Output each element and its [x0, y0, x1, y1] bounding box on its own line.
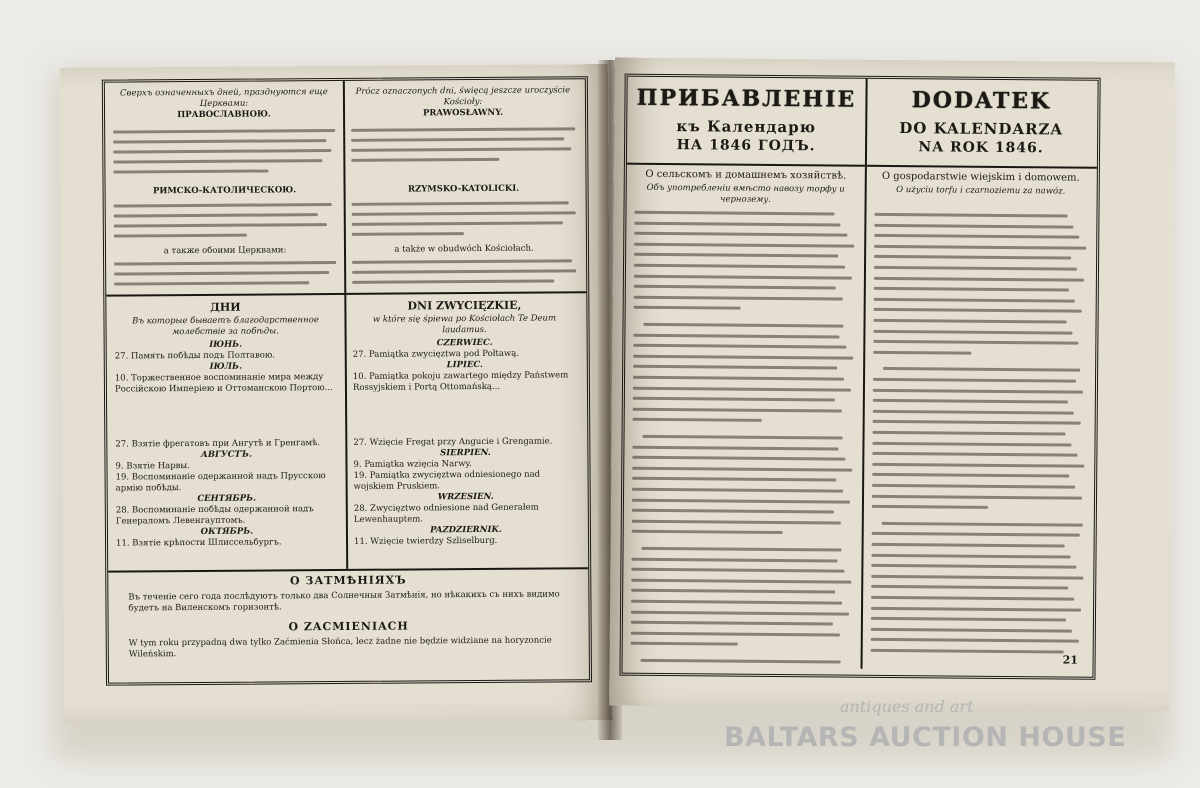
text-line [632, 467, 852, 472]
feast-pl-orthodox-heading: PRAWOSŁAWNY. [422, 107, 504, 119]
text-line [873, 410, 1074, 415]
text-line [633, 333, 839, 338]
text-line [871, 564, 1076, 569]
victory-cyr-entry-7: 11. Взятіе крѣпости Шлиссельбургъ. [116, 537, 282, 549]
left-page [60, 64, 613, 724]
text-line [634, 221, 840, 226]
victory-cyr-title: ДНИ [210, 300, 241, 314]
text-line [874, 255, 1071, 260]
text-line [873, 431, 1066, 436]
text-line [631, 557, 837, 562]
victory-pl-title: DNI ZWYCIĘZKIE, [407, 298, 522, 313]
text-line [631, 600, 842, 605]
right-page-frame [619, 74, 1100, 680]
feast-cyr-intro: Сверхъ означенныхъ дней, празднуются еще Церквами: [119, 87, 328, 109]
text-line [633, 344, 846, 349]
banner-pl: DODATEK [911, 87, 1052, 115]
text-line [643, 323, 843, 328]
text-line [642, 547, 842, 552]
text-line [871, 649, 1064, 654]
victory-cyr-entry-6: 28. Воспоминаніе побѣды одержанной надъ Генераломъ Левенгауптомъ. [115, 504, 314, 527]
text-line [874, 298, 1075, 303]
text-line [872, 505, 988, 509]
text-line [874, 287, 1069, 292]
text-line [632, 477, 836, 482]
text-line [632, 509, 834, 514]
text-line [872, 441, 1071, 446]
text-line [872, 494, 1082, 499]
feast-cyr-both-text [114, 261, 336, 263]
text-line [871, 628, 1072, 633]
text-line [634, 274, 852, 279]
text-line [631, 610, 849, 615]
victory-pl-entry-2: 10. Pamiątka pokoju zawartego między Państwem Rossyjskiem i Portą Ottomańską... [352, 370, 569, 393]
subsection-pl: O użyciu torfu i czarnoziemu za nawóz. [896, 185, 1066, 197]
banner-cyr: ПРИБАВЛЕНІЕ [636, 84, 857, 113]
text-line [633, 365, 837, 370]
text-line [871, 606, 1081, 611]
victory-pl-entry-4: 9. Pamiątka wzięcia Narwy. [353, 459, 472, 470]
text-line [871, 596, 1074, 601]
text-line [634, 253, 838, 258]
body-cyr [635, 211, 857, 213]
text-line [874, 234, 1079, 239]
feast-cyr-catholic-text [114, 203, 336, 205]
text-line [871, 638, 1079, 643]
text-line [634, 296, 843, 301]
watermark-script: antiques and art [840, 697, 974, 716]
victory-pl-month-3: SIERPIEN. [440, 447, 491, 459]
victory-cyr-list [115, 339, 338, 550]
body-pl [874, 213, 1088, 215]
eclipse-pl-text: W tym roku przypadną dwa tylko Zaćmienia Słońca, lecz żadne nie będzie widziane na horyzoncie Wileńskim. [128, 635, 552, 660]
victory-cyr-month-3: АВГУСТЪ. [200, 449, 252, 460]
watermark-brand: BALTARS AUCTION HOUSE [724, 722, 1127, 753]
title-pl-line1: DO KALENDARZA [899, 119, 1064, 139]
text-line [872, 452, 1077, 457]
text-line [632, 445, 838, 450]
text-line [871, 585, 1068, 590]
text-line [873, 351, 971, 355]
text-line [872, 463, 1084, 468]
text-line [633, 408, 842, 413]
victory-cyr-subtitle: Въ которые бываетъ благодарственное молебствіе за побѣды. [132, 315, 319, 338]
text-line [643, 435, 843, 440]
text-line [874, 276, 1084, 281]
victory-pl-entry-5: 19. Pamiątka zwycięztwa odniesionego nad wojskiem Pruskiem. [353, 469, 541, 492]
text-line [632, 520, 841, 525]
text-line [632, 456, 845, 461]
victory-pl-month-5: PAZDZIERNIK. [430, 524, 502, 536]
victory-pl-entry-7: 11. Wzięcie twierdzy Szliselburg. [353, 535, 498, 547]
feast-cyr-orthodox-heading: ПРАВОСЛАВНОЮ. [177, 109, 271, 121]
right-page [609, 58, 1175, 711]
text-line [874, 245, 1086, 250]
text-line [873, 378, 1076, 383]
text-line [631, 589, 835, 594]
title-cyr-line1: къ Календарю [676, 117, 817, 137]
text-line [874, 266, 1077, 271]
text-line [632, 530, 783, 534]
feast-pl-orthodox-text [351, 127, 575, 129]
text-line [872, 484, 1075, 489]
text-line [634, 232, 847, 237]
text-line [872, 543, 1065, 548]
text-line [632, 488, 843, 493]
feast-pl-both-heading: a także w obudwóch Kościołach. [394, 243, 534, 255]
text-line [632, 498, 850, 503]
text-line [633, 418, 762, 422]
text-line [633, 376, 844, 381]
victory-pl-entry-1: 27. Pamiątka zwycięztwa pod Połtawą. [352, 348, 520, 360]
victory-cyr-month-4: СЕНТЯБРЬ. [197, 493, 257, 504]
text-line [631, 632, 840, 637]
eclipse-cyr-text: Въ теченіе сего года послѣдуютъ только два Солнечныя Затмѣнія, но нѣкакихъ съ нихъ видимо будетъ на Виленскомъ горизонтѣ. [128, 589, 560, 614]
section-cyr: О сельскомъ и домашнемъ хозяйствѣ. [645, 168, 847, 182]
text-line [883, 367, 1080, 372]
text-line [631, 568, 844, 573]
victory-pl-month-4: WRZESIEN. [437, 491, 494, 503]
eclipse-cyr-title: О ЗАТМѢНІЯХЪ [289, 573, 407, 588]
left-page-frame [102, 76, 592, 685]
feast-pl-intro: Prócz oznaczonych dni, święcą jeszcze uroczyście Kościoły: [355, 85, 571, 108]
text-line [874, 223, 1073, 228]
text-line [871, 553, 1070, 558]
victory-pl-entry-6: 28. Zwycięztwo odniesione nad Generałem Lewenhauptem. [353, 502, 539, 525]
text-line [634, 211, 834, 216]
victory-cyr-month-5: ОКТЯБРЬ. [200, 526, 254, 537]
victory-pl-month-1: CZERWIEC. [436, 337, 493, 349]
feast-pl-catholic-text [352, 201, 576, 203]
text-line [871, 617, 1066, 622]
text-line [873, 388, 1083, 393]
title-pl-line2: NA ROK 1846. [918, 139, 1044, 157]
victory-cyr-entry-5: 19. Воспоминаніе одержанной надъ Прусскою армію побѣды. [115, 471, 326, 494]
section-pl: O gospodarstwie wiejskim i domowem. [881, 170, 1080, 184]
text-line [873, 329, 1072, 334]
victory-cyr-entry-2: 10. Торжественное воспоминаніе мира между Россійскою Имперіею и Оттоманскою Портою... [114, 372, 333, 395]
text-line [631, 579, 851, 584]
victory-pl-list [353, 337, 578, 548]
title-cyr-line2: НА 1846 ГОДЪ. [676, 137, 816, 155]
subsection-cyr: Объ употребленіи вмѣсто навозу торфу и чернозему. [646, 182, 845, 205]
text-line [634, 285, 836, 290]
victory-pl-month-2: LIPIEC. [446, 359, 484, 371]
text-line [882, 522, 1083, 527]
victory-cyr-entry-4: 9. Взятіе Нарвы. [115, 461, 190, 472]
eclipse-pl-title: O ZACMIENIACH [288, 619, 409, 634]
text-line [872, 532, 1080, 537]
text-line [871, 575, 1083, 580]
text-line [873, 340, 1078, 345]
text-line [874, 308, 1082, 313]
feast-pl-both-text [352, 259, 576, 261]
text-line [633, 397, 835, 402]
text-line [634, 243, 854, 248]
text-line [633, 386, 851, 391]
text-line [631, 621, 833, 626]
feast-pl-catholic-heading: RZYMSKO-KATOLICKI. [407, 183, 520, 195]
victory-cyr-entry-3: 27. Взятіе фрегатовъ при Ангутѣ и Гренгамѣ. [115, 438, 321, 450]
feast-cyr-both-heading: а также обоими Церквами: [163, 245, 287, 257]
text-line [874, 213, 1067, 218]
feast-cyr-catholic-heading: РИМСКО-КАТОЛИЧЕСКОЮ. [152, 185, 297, 197]
text-line [634, 264, 845, 269]
text-line [873, 399, 1068, 404]
feast-cyr-orthodox-text [113, 129, 335, 131]
text-line [641, 659, 841, 664]
victory-pl-subtitle: w które się śpiewa po Kościołach Te Deum laudamus. [372, 313, 557, 336]
victory-cyr-month-2: ІЮЛЬ. [209, 361, 243, 372]
text-line [872, 473, 1069, 478]
text-line [633, 355, 853, 360]
text-line [631, 642, 738, 646]
victory-cyr-entry-1: 27. Память побѣды подъ Полтавою. [114, 350, 276, 362]
text-line [634, 306, 741, 310]
text-line [874, 319, 1067, 324]
victory-cyr-month-1: ІЮНЬ. [209, 339, 243, 350]
victory-pl-entry-3: 27. Wzięcie Fregat przy Angucie i Grengamie. [353, 436, 553, 448]
page-number: 21 [1062, 653, 1078, 667]
text-line [873, 420, 1081, 425]
